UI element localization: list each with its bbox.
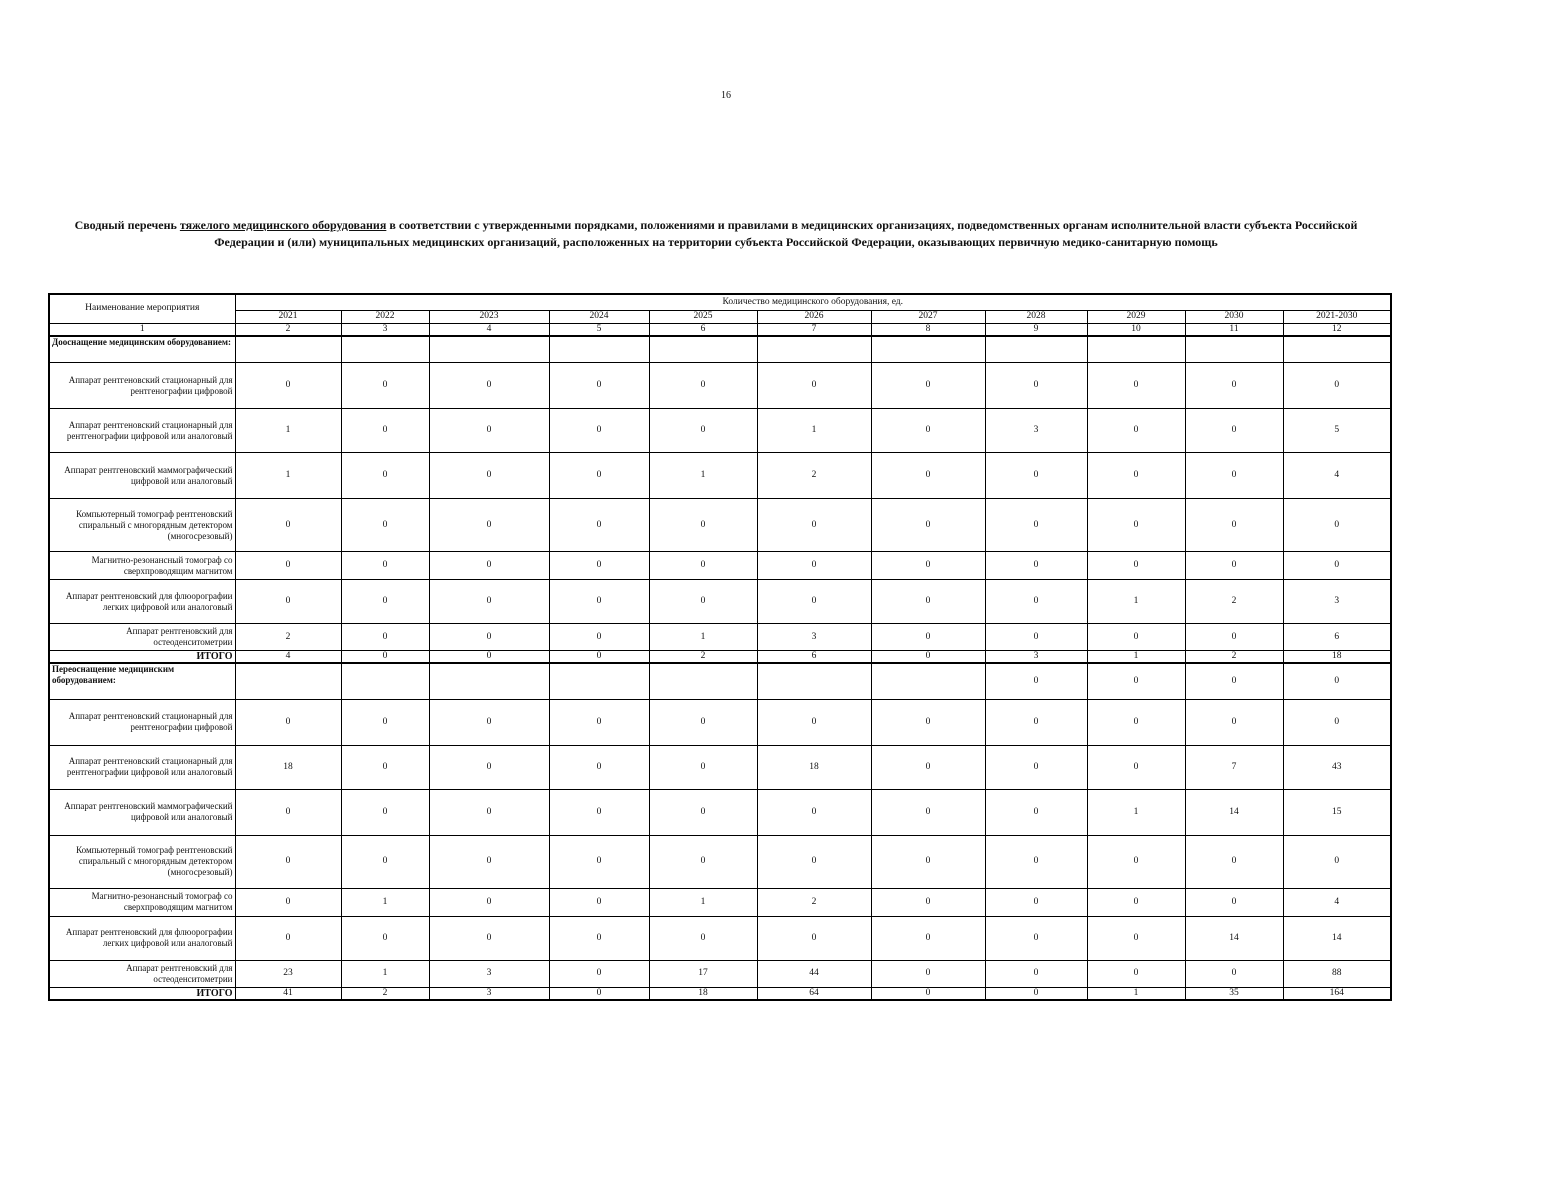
section-value: 0 (985, 663, 1087, 699)
cell-value: 0 (549, 552, 649, 580)
column-number: 4 (429, 323, 549, 336)
cell-value: 0 (341, 499, 429, 552)
cell-value: 0 (649, 363, 757, 409)
cell-value: 17 (649, 960, 757, 987)
cell-value: 1 (757, 409, 871, 453)
cell-value: 0 (985, 499, 1087, 552)
cell-value: 1 (341, 960, 429, 987)
cell-value: 0 (649, 699, 757, 745)
cell-value: 14 (1185, 789, 1283, 835)
total-value: 3 (985, 651, 1087, 664)
cell-value: 0 (235, 580, 341, 624)
cell-value: 0 (549, 580, 649, 624)
cell-value: 0 (235, 888, 341, 916)
cell-value: 0 (429, 699, 549, 745)
equipment-name: Магнитно-резонансный томограф со сверхпроводящим магнитом (49, 888, 235, 916)
column-number: 6 (649, 323, 757, 336)
cell-value: 0 (1087, 624, 1185, 651)
cell-value: 0 (1185, 453, 1283, 499)
year-header: 2027 (871, 310, 985, 323)
equipment-name: Аппарат рентгеновский для остеоденситометрии (49, 960, 235, 987)
cell-value: 2 (757, 453, 871, 499)
cell-value: 0 (985, 363, 1087, 409)
total-value: 3 (429, 987, 549, 1000)
cell-value: 0 (341, 580, 429, 624)
cell-value: 0 (549, 409, 649, 453)
section-value (235, 663, 341, 699)
cell-value: 0 (1185, 363, 1283, 409)
cell-value: 0 (871, 453, 985, 499)
cell-value: 0 (985, 835, 1087, 888)
cell-value: 0 (235, 552, 341, 580)
cell-value: 0 (549, 916, 649, 960)
cell-value: 0 (757, 580, 871, 624)
total-value: 6 (757, 651, 871, 664)
total-value: 0 (341, 651, 429, 664)
cell-value: 6 (1283, 624, 1391, 651)
cell-value: 0 (341, 363, 429, 409)
cell-value: 0 (549, 789, 649, 835)
cell-value: 0 (649, 745, 757, 789)
cell-value: 0 (549, 699, 649, 745)
cell-value: 0 (549, 499, 649, 552)
section-value (649, 663, 757, 699)
cell-value: 0 (649, 789, 757, 835)
total-value: 2 (1185, 651, 1283, 664)
cell-value: 88 (1283, 960, 1391, 987)
equipment-name: Магнитно-резонансный томограф со сверхпроводящим магнитом (49, 552, 235, 580)
equipment-name: Аппарат рентгеновский стационарный для рентгенографии цифровой или аналоговый (49, 745, 235, 789)
cell-value: 0 (871, 888, 985, 916)
cell-value: 3 (757, 624, 871, 651)
year-header: 2025 (649, 310, 757, 323)
cell-value: 14 (1283, 916, 1391, 960)
cell-value: 0 (235, 699, 341, 745)
table-row (49, 580, 1391, 624)
cell-value: 0 (757, 789, 871, 835)
cell-value: 0 (871, 699, 985, 745)
cell-value: 7 (1185, 745, 1283, 789)
cell-value: 0 (341, 453, 429, 499)
cell-value: 0 (871, 916, 985, 960)
cell-value: 0 (871, 960, 985, 987)
equipment-name: Аппарат рентгеновский для флюорографии легких цифровой или аналоговый (49, 580, 235, 624)
cell-value: 0 (985, 745, 1087, 789)
cell-value: 0 (341, 624, 429, 651)
section-value (757, 336, 871, 363)
cell-value: 1 (1087, 789, 1185, 835)
section-value (757, 663, 871, 699)
cell-value: 0 (549, 835, 649, 888)
cell-value: 0 (1087, 916, 1185, 960)
total-value: 164 (1283, 987, 1391, 1000)
cell-value: 1 (649, 453, 757, 499)
cell-value: 0 (985, 580, 1087, 624)
cell-value: 0 (1283, 552, 1391, 580)
cell-value: 0 (649, 409, 757, 453)
cell-value: 0 (235, 835, 341, 888)
section-value (429, 336, 549, 363)
cell-value: 0 (1185, 409, 1283, 453)
cell-value: 0 (341, 745, 429, 789)
cell-value: 0 (871, 499, 985, 552)
section-value: 0 (1087, 663, 1185, 699)
cell-value: 0 (757, 363, 871, 409)
cell-value: 0 (757, 835, 871, 888)
cell-value: 15 (1283, 789, 1391, 835)
section-value (341, 336, 429, 363)
cell-value: 0 (1185, 552, 1283, 580)
section-row (49, 663, 1391, 699)
cell-value: 1 (649, 888, 757, 916)
title-underlined: тяжелого медицинского оборудования (179, 218, 387, 232)
document-title (55, 217, 1377, 251)
section-title: Дооснащение медицинским оборудованием: (49, 336, 235, 363)
cell-value: 0 (757, 916, 871, 960)
title-part-1: Сводный перечень (74, 218, 180, 232)
column-number: 9 (985, 323, 1087, 336)
total-label: ИТОГО (49, 987, 235, 1000)
section-value: 0 (1283, 663, 1391, 699)
total-value: 35 (1185, 987, 1283, 1000)
cell-value: 0 (649, 835, 757, 888)
cell-value: 0 (341, 916, 429, 960)
total-value: 1 (1087, 651, 1185, 664)
total-value: 2 (341, 987, 429, 1000)
cell-value: 0 (985, 960, 1087, 987)
cell-value: 0 (1283, 835, 1391, 888)
cell-value: 0 (235, 789, 341, 835)
total-value: 0 (549, 651, 649, 664)
year-header: 2029 (1087, 310, 1185, 323)
cell-value: 4 (1283, 888, 1391, 916)
table-row (49, 453, 1391, 499)
cell-value: 0 (549, 453, 649, 499)
cell-value: 0 (429, 580, 549, 624)
equipment-name: Компьютерный томограф рентгеновский спиральный с многорядным детектором (многосрезовый) (49, 499, 235, 552)
cell-value: 0 (429, 888, 549, 916)
cell-value: 4 (1283, 453, 1391, 499)
cell-value: 3 (429, 960, 549, 987)
cell-value: 0 (1087, 699, 1185, 745)
year-header: 2022 (341, 310, 429, 323)
cell-value: 0 (1087, 363, 1185, 409)
cell-value: 0 (985, 888, 1087, 916)
table-row (49, 699, 1391, 745)
cell-value: 0 (429, 499, 549, 552)
cell-value: 0 (1087, 552, 1185, 580)
section-value (549, 663, 649, 699)
total-row (49, 987, 1391, 1000)
group-header: Количество медицинского оборудования, ед. (235, 294, 1391, 310)
cell-value: 0 (549, 624, 649, 651)
years-row (49, 310, 1391, 323)
year-header: 2021 (235, 310, 341, 323)
section-value (235, 336, 341, 363)
column-number: 1 (49, 323, 235, 336)
total-value: 0 (429, 651, 549, 664)
cell-value: 0 (871, 835, 985, 888)
cell-value: 0 (549, 745, 649, 789)
section-value (549, 336, 649, 363)
table-row (49, 835, 1391, 888)
cell-value: 1 (1087, 580, 1185, 624)
cell-value: 0 (871, 789, 985, 835)
cell-value: 0 (1087, 453, 1185, 499)
section-value (341, 663, 429, 699)
cell-value: 5 (1283, 409, 1391, 453)
year-header: 2028 (985, 310, 1087, 323)
cell-value: 0 (649, 499, 757, 552)
cell-value: 0 (985, 699, 1087, 745)
cell-value: 0 (871, 745, 985, 789)
cell-value: 0 (757, 552, 871, 580)
year-header: 2021-2030 (1283, 310, 1391, 323)
title-part-2: в соответствии с утвержденными порядками, положениями и правилами в медицинских организациях, подведомственных органам исполнительной власти субъекта Российской Федерации и (или) муниципальных медицинских организаций, расположенных на территории субъекта Российской Федерации, оказывающих первичную медико-санитарную помощь (214, 218, 1358, 249)
column-number: 10 (1087, 323, 1185, 336)
column-number: 11 (1185, 323, 1283, 336)
cell-value: 0 (1283, 699, 1391, 745)
cell-value: 1 (341, 888, 429, 916)
cell-value: 0 (429, 409, 549, 453)
table-row (49, 552, 1391, 580)
column-numbers-row (49, 323, 1391, 336)
cell-value: 18 (757, 745, 871, 789)
table-row (49, 888, 1391, 916)
cell-value: 0 (341, 699, 429, 745)
cell-value: 0 (341, 552, 429, 580)
cell-value: 18 (235, 745, 341, 789)
cell-value: 0 (649, 916, 757, 960)
cell-value: 0 (985, 789, 1087, 835)
cell-value: 0 (871, 624, 985, 651)
cell-value: 0 (235, 363, 341, 409)
cell-value: 1 (235, 453, 341, 499)
cell-value: 0 (549, 888, 649, 916)
cell-value: 0 (871, 363, 985, 409)
column-number: 8 (871, 323, 985, 336)
cell-value: 0 (429, 624, 549, 651)
total-value: 0 (871, 987, 985, 1000)
equipment-name: Аппарат рентгеновский для остеоденситометрии (49, 624, 235, 651)
cell-value: 2 (1185, 580, 1283, 624)
cell-value: 0 (1087, 745, 1185, 789)
cell-value: 0 (1185, 499, 1283, 552)
table-row (49, 960, 1391, 987)
equipment-name: Аппарат рентгеновский маммографический цифровой или аналоговый (49, 789, 235, 835)
total-row (49, 651, 1391, 664)
section-value (429, 663, 549, 699)
year-header: 2026 (757, 310, 871, 323)
table-row (49, 789, 1391, 835)
section-row (49, 336, 1391, 363)
cell-value: 0 (871, 409, 985, 453)
section-value (649, 336, 757, 363)
cell-value: 0 (549, 363, 649, 409)
cell-value: 0 (235, 499, 341, 552)
cell-value: 2 (757, 888, 871, 916)
cell-value: 0 (1283, 499, 1391, 552)
cell-value: 0 (429, 552, 549, 580)
year-header: 2030 (1185, 310, 1283, 323)
cell-value: 0 (429, 745, 549, 789)
total-value: 41 (235, 987, 341, 1000)
equipment-name: Аппарат рентгеновский стационарный для рентгенографии цифровой или аналоговый (49, 409, 235, 453)
cell-value: 23 (235, 960, 341, 987)
column-number: 5 (549, 323, 649, 336)
total-value: 0 (985, 987, 1087, 1000)
total-value: 0 (549, 987, 649, 1000)
cell-value: 0 (649, 580, 757, 624)
cell-value: 0 (985, 916, 1087, 960)
cell-value: 1 (649, 624, 757, 651)
cell-value: 0 (985, 552, 1087, 580)
column-number: 12 (1283, 323, 1391, 336)
cell-value: 0 (429, 789, 549, 835)
total-label: ИТОГО (49, 651, 235, 664)
column-number: 2 (235, 323, 341, 336)
cell-value: 0 (429, 835, 549, 888)
section-value (1185, 336, 1283, 363)
equipment-name: Аппарат рентгеновский стационарный для рентгенографии цифровой (49, 699, 235, 745)
cell-value: 0 (549, 960, 649, 987)
cell-value: 0 (1283, 363, 1391, 409)
cell-value: 0 (1185, 888, 1283, 916)
cell-value: 0 (341, 409, 429, 453)
section-value (1087, 336, 1185, 363)
cell-value: 0 (341, 835, 429, 888)
column-number: 7 (757, 323, 871, 336)
cell-value: 0 (1185, 960, 1283, 987)
cell-value: 0 (1185, 624, 1283, 651)
section-value (871, 336, 985, 363)
total-value: 18 (1283, 651, 1391, 664)
cell-value: 0 (429, 916, 549, 960)
table-row (49, 916, 1391, 960)
total-value: 4 (235, 651, 341, 664)
cell-value: 0 (1087, 835, 1185, 888)
total-value: 2 (649, 651, 757, 664)
table-row (49, 499, 1391, 552)
year-header: 2024 (549, 310, 649, 323)
cell-value: 0 (1087, 960, 1185, 987)
cell-value: 0 (429, 363, 549, 409)
column-number: 3 (341, 323, 429, 336)
cell-value: 0 (871, 552, 985, 580)
table-row (49, 624, 1391, 651)
cell-value: 0 (1087, 888, 1185, 916)
section-title: Переоснащение медицинским оборудованием: (49, 663, 235, 699)
table-row (49, 745, 1391, 789)
section-value (985, 336, 1087, 363)
cell-value: 3 (985, 409, 1087, 453)
col-name-header: Наименование мероприятия (49, 294, 235, 323)
cell-value: 0 (871, 580, 985, 624)
cell-value: 0 (235, 916, 341, 960)
cell-value: 0 (1185, 835, 1283, 888)
cell-value: 0 (649, 552, 757, 580)
equipment-table (48, 293, 1392, 1001)
year-header: 2023 (429, 310, 549, 323)
section-value (1283, 336, 1391, 363)
cell-value: 3 (1283, 580, 1391, 624)
table-row (49, 409, 1391, 453)
cell-value: 0 (429, 453, 549, 499)
equipment-name: Аппарат рентгеновский для флюорографии легких цифровой или аналоговый (49, 916, 235, 960)
equipment-name: Аппарат рентгеновский маммографический цифровой или аналоговый (49, 453, 235, 499)
cell-value: 0 (1185, 699, 1283, 745)
cell-value: 0 (985, 624, 1087, 651)
page-number: 16 (721, 90, 731, 101)
total-value: 64 (757, 987, 871, 1000)
total-value: 18 (649, 987, 757, 1000)
cell-value: 44 (757, 960, 871, 987)
cell-value: 43 (1283, 745, 1391, 789)
section-value: 0 (1185, 663, 1283, 699)
cell-value: 0 (757, 699, 871, 745)
table-row (49, 363, 1391, 409)
cell-value: 2 (235, 624, 341, 651)
total-value: 0 (871, 651, 985, 664)
cell-value: 14 (1185, 916, 1283, 960)
cell-value: 0 (757, 499, 871, 552)
section-value (871, 663, 985, 699)
cell-value: 0 (1087, 409, 1185, 453)
cell-value: 0 (985, 453, 1087, 499)
equipment-name: Аппарат рентгеновский стационарный для рентгенографии цифровой (49, 363, 235, 409)
equipment-name: Компьютерный томограф рентгеновский спиральный с многорядным детектором (многосрезовый) (49, 835, 235, 888)
cell-value: 0 (1087, 499, 1185, 552)
cell-value: 1 (235, 409, 341, 453)
cell-value: 0 (341, 789, 429, 835)
total-value: 1 (1087, 987, 1185, 1000)
